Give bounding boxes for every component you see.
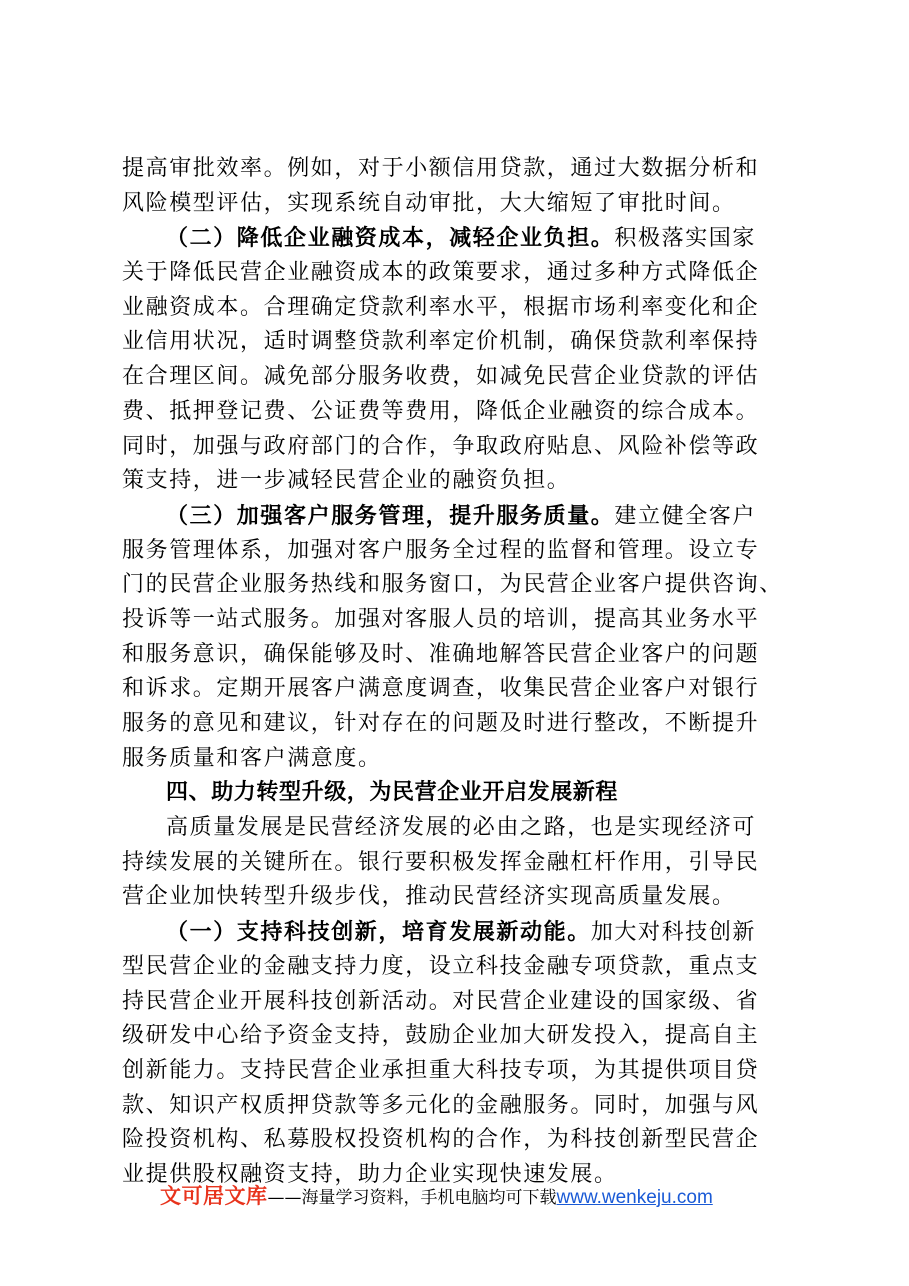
text-line: 业信用状况，适时调整贷款利率定价机制，确保贷款利率保持 [122, 329, 760, 355]
text-line: 业融资成本。合理确定贷款利率水平，根据市场利率变化和企 [122, 294, 760, 320]
page-footer [160, 1181, 800, 1211]
brand-name: 文可居文库 [160, 1184, 268, 1208]
text-line: 和服务意识，确保能够及时、准确地解答民营企业客户的问题 [122, 641, 760, 667]
section-lead: （一）支持科技创新，培育发展新动能。 [166, 919, 591, 946]
text-line: 持续发展的关键所在。银行要积极发挥金融杠杆作用，引导民 [122, 849, 760, 875]
text-line: 提高审批效率。例如，对于小额信用贷款，通过大数据分析和 [122, 156, 760, 181]
paragraph-first-line: 高质量发展是民营经济发展的必由之路，也是实现经济可 [166, 815, 757, 841]
text-line: 和诉求。定期开展客户满意度调查，收集民营企业客户对银行 [122, 676, 760, 702]
text-line: 关于降低民营企业融资成本的政策要求，通过多种方式降低企 [122, 260, 760, 286]
section-lead: （二）降低企业融资成本，减轻企业负担。 [166, 225, 615, 252]
text-line: 型民营企业的金融支持力度，设立科技金融专项贷款，重点支 [122, 953, 760, 979]
section-lead: （三）加强客户服务管理，提升服务质量。 [166, 502, 615, 529]
website-link[interactable]: www.wenkeju.com [556, 1187, 713, 1208]
paragraph-first-line [122, 221, 794, 256]
paragraph-first-line [122, 915, 794, 950]
document-body [122, 152, 794, 1193]
text-line: 险投资机构、私募股权投资机构的合作，为科技创新型民营企 [122, 1127, 760, 1153]
paragraph-first-line [122, 499, 794, 534]
text-line: 营企业加快转型升级步伐，推动民营经济实现高质量发展。 [122, 884, 736, 910]
text-line: 持民营企业开展科技创新活动。对民营企业建设的国家级、省 [122, 988, 760, 1014]
text-line: 业提供股权融资支持，助力企业实现快速发展。 [122, 1161, 618, 1187]
text-line: 同时，加强与政府部门的合作，争取政府贴息、风险补偿等政 [122, 433, 760, 459]
text-line: 款、知识产权质押贷款等多元化的金融服务。同时，加强与风 [122, 1092, 760, 1118]
text-line: 风险模型评估，实现系统自动审批，大大缩短了审批时间。 [122, 190, 736, 216]
text-line: 级研发中心给予资金支持，鼓励企业加大研发投入，提高自主 [122, 1023, 760, 1049]
footer-slogan: ——海量学习资料，手机电脑均可下载 [267, 1188, 557, 1208]
section-heading: 四、助力转型升级，为民营企业开启发展新程 [166, 780, 619, 806]
text-span: 积极落实国家 [614, 226, 757, 252]
text-span: 加大对科技创新 [590, 920, 757, 946]
text-line: 服务质量和客户满意度。 [122, 745, 382, 771]
text-line: 服务的意见和建议，针对存在的问题及时进行整改，不断提升 [122, 711, 760, 736]
text-line: 投诉等一站式服务。加强对客服人员的培训，提高其业务水平 [122, 606, 760, 632]
text-line: 创新能力。支持民营企业承担重大科技专项，为其提供项目贷 [122, 1057, 760, 1083]
text-line: 在合理区间。减免部分服务收费，如减免民营企业贷款的评估 [122, 364, 760, 390]
text-line: 策支持，进一步减轻民营企业的融资负担。 [122, 468, 571, 494]
text-line: 服务管理体系，加强对客户服务全过程的监督和管理。设立专 [122, 537, 760, 563]
text-line: 费、抵押登记费、公证费等费用，降低企业融资的综合成本。 [122, 398, 760, 424]
text-line: 门的民营企业服务热线和服务窗口，为民营企业客户提供咨询、 [122, 572, 783, 598]
text-span: 建立健全客户 [614, 503, 757, 529]
